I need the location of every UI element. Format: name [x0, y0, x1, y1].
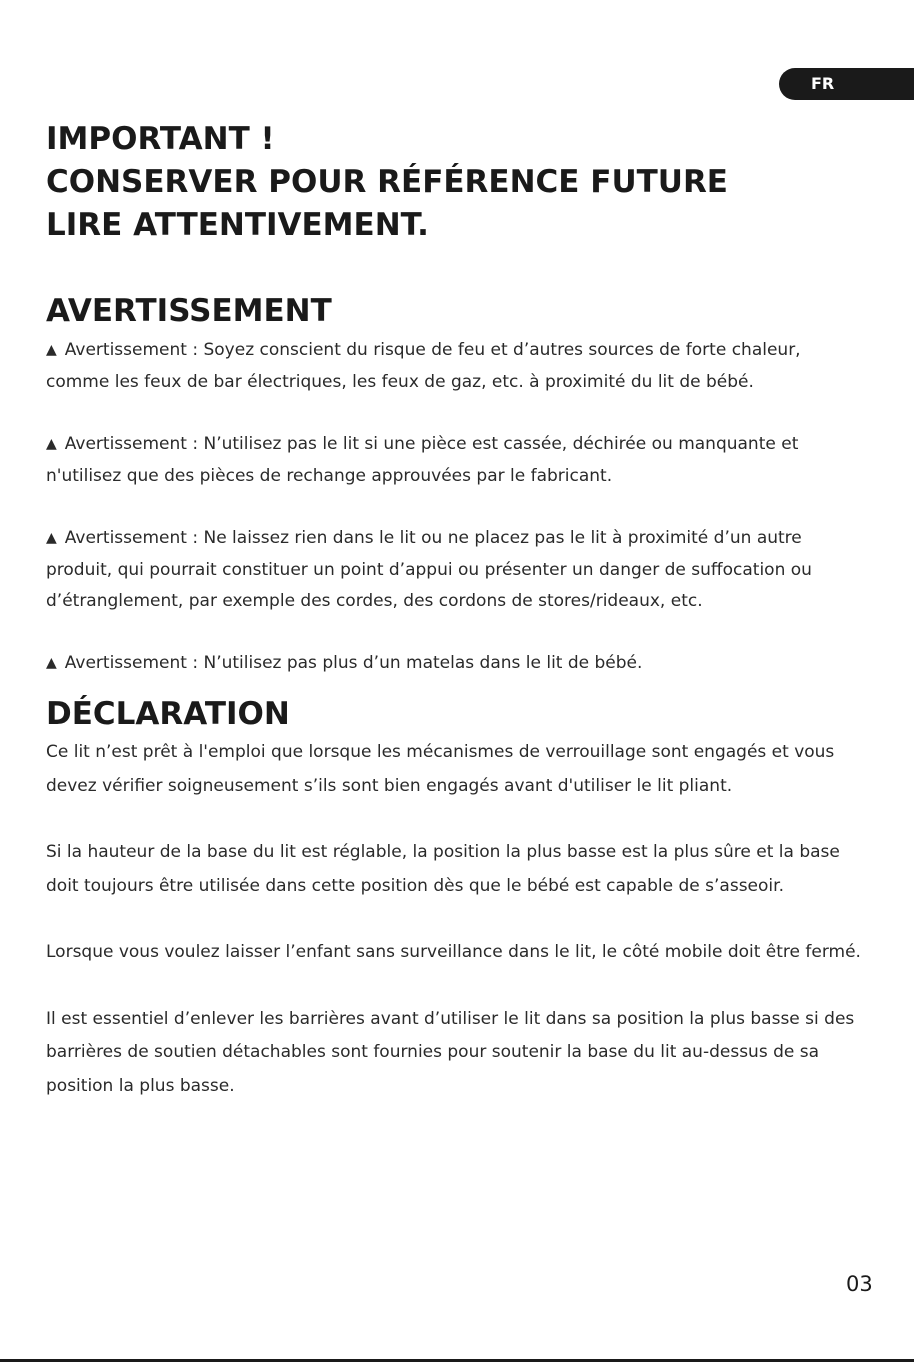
- language-badge: FR: [779, 68, 914, 100]
- keep-for-reference-line: CONSERVER POUR RÉFÉRENCE FUTURE: [46, 164, 728, 200]
- warning-item: [46, 523, 866, 617]
- important-line: IMPORTANT !: [46, 121, 275, 157]
- page-content: [46, 118, 866, 1103]
- warning-item: [46, 335, 866, 398]
- warning-triangle-icon: ▲: [46, 342, 57, 358]
- warning-triangle-icon: ▲: [46, 530, 57, 546]
- declaration-title: DÉCLARATION: [46, 696, 290, 732]
- declaration-body: [46, 736, 866, 1103]
- declaration-paragraph: Lorsque vous voulez laisser l’enfant sans surveillance dans le lit, le côté mobile doit être fermé.: [46, 942, 861, 962]
- declaration-paragraph: Ce lit n’est prêt à l'emploi que lorsque les mécanismes de verrouillage sont engagés et vous devez vérifier soigneusement s’ils sont bien engagés avant d'utiliser le lit pliant.: [46, 742, 835, 796]
- declaration-paragraph: Il est essentiel d’enlever les barrières avant d’utiliser le lit dans sa position la plus basse si des barrières de soutien détachables sont fournies pour soutenir la base du lit au-dessus de sa position la plus basse.: [46, 1008, 855, 1096]
- read-carefully-line: LIRE ATTENTIVEMENT.: [46, 207, 429, 243]
- warning-text: Avertissement : Ne laissez rien dans le lit ou ne placez pas le lit à proximité d’un autre produit, qui pourrait constituer un point d’appui ou présenter un danger de suffocation ou d’étranglement, par exemple des cordes, des cordons de stores/rideaux, etc.: [46, 528, 812, 611]
- warnings-title: AVERTISSEMENT: [46, 293, 332, 329]
- warning-item: [46, 648, 866, 680]
- warning-triangle-icon: ▲: [46, 436, 57, 452]
- warning-text: Avertissement : N’utilisez pas plus d’un matelas dans le lit de bébé.: [64, 653, 643, 673]
- warning-text: Avertissement : Soyez conscient du risque de feu et d’autres sources de forte chaleur, comme les feux de bar électriques, les feux de gaz, etc. à proximité du lit de bébé.: [46, 340, 801, 392]
- important-heading: [46, 118, 866, 247]
- warning-item: [46, 429, 866, 492]
- warnings-list: [46, 335, 866, 680]
- page-number: 03: [846, 1272, 873, 1296]
- declaration-paragraph: Si la hauteur de la base du lit est réglable, la position la plus basse est la plus sûre et la base doit toujours être utilisée dans cette position dès que le bébé est capable de s’asseoir.: [46, 842, 840, 896]
- warning-text: Avertissement : N’utilisez pas le lit si une pièce est cassée, déchirée ou manquante et n'utilisez que des pièces de rechange approuvées par le fabricant.: [46, 434, 799, 486]
- warning-triangle-icon: ▲: [46, 655, 57, 671]
